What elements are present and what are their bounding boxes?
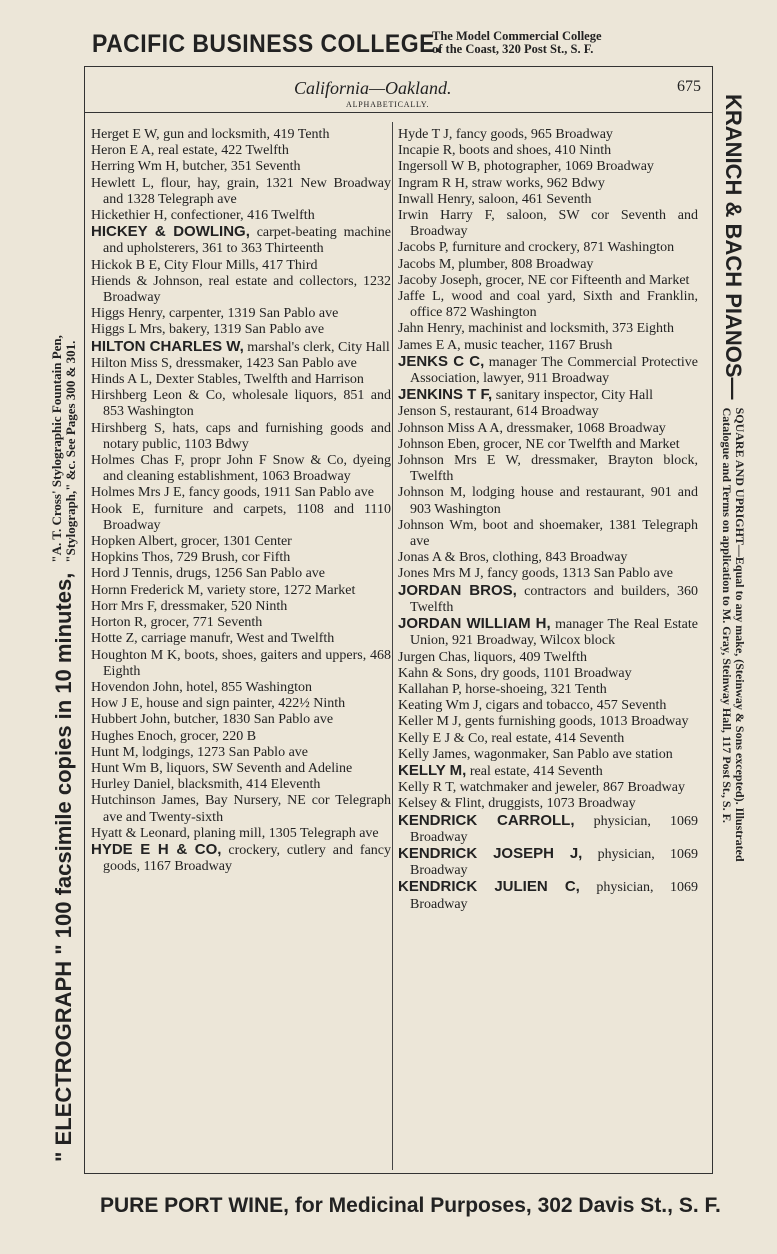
entry-details: Bay Nursery, NE cor Telegraph ave and Twenty-sixth xyxy=(103,793,391,825)
entry-name: Higgs L Mrs, xyxy=(91,322,166,338)
directory-entry xyxy=(91,826,391,842)
entry-name: JENKINS T F, xyxy=(398,386,493,404)
directory-entry xyxy=(91,159,391,175)
entry-name: Jonas A & Bros, xyxy=(398,550,490,566)
directory-entry xyxy=(398,698,698,714)
entry-name: Hord J Tennis, xyxy=(91,566,173,582)
entry-name: Higgs Henry, xyxy=(91,306,166,322)
entry-name: Hirshberg Leon & Co, xyxy=(91,388,226,404)
entry-details: fancy goods, 965 Broadway xyxy=(452,127,613,142)
entry-details: grocer, 220 B xyxy=(176,728,257,744)
entry-details: druggists, 1073 Broadway xyxy=(484,796,636,812)
entry-name: Ingersoll W B, xyxy=(398,159,481,175)
directory-entry xyxy=(91,356,391,372)
directory-entry xyxy=(91,258,391,274)
top-advertisement xyxy=(92,28,712,60)
directory-entry xyxy=(398,143,698,159)
entry-name: Herring Wm H, xyxy=(91,159,179,175)
entry-details: grocer, NE cor Fifteenth and Market xyxy=(482,272,690,288)
top-ad-line1: The Model Commercial College xyxy=(432,29,602,43)
entry-name: Kelly R T, xyxy=(398,780,457,796)
directory-entry xyxy=(398,127,698,143)
directory-entry xyxy=(91,176,391,208)
entry-name: Hunt M, xyxy=(91,744,139,760)
directory-entry xyxy=(398,518,698,550)
entry-details: crockery, cutlery and fancy goods, 1167 Broadway xyxy=(103,842,392,875)
entry-name: Hovendon John, xyxy=(91,679,183,695)
directory-entry xyxy=(91,615,391,631)
column-divider xyxy=(392,122,393,1170)
entry-name: Johnson Miss A A, xyxy=(398,420,504,436)
directory-entry xyxy=(91,680,391,696)
right-ad-big: KRANICH & BACH PIANOS— xyxy=(721,94,746,400)
directory-entry xyxy=(91,127,391,143)
directory-entry xyxy=(91,745,391,761)
entry-name: Hutchinson James, xyxy=(91,793,200,809)
entry-details: boots, shoes, gaiters and uppers, 468 Eighth xyxy=(103,647,391,679)
directory-entry xyxy=(91,143,391,159)
directory-entry xyxy=(398,437,698,453)
entry-name: Hinds A L, xyxy=(91,372,153,388)
header-rule xyxy=(84,112,713,113)
entry-name: How J E, xyxy=(91,696,143,712)
entry-name: Herget E W, xyxy=(91,127,160,142)
entry-details: saloon, SW cor Seventh and Broadway xyxy=(410,208,698,240)
entry-details: boots and shoes, 410 Ninth xyxy=(455,143,612,159)
entry-details: machinist and locksmith, 373 Eighth xyxy=(464,321,674,337)
entry-name: Incapie R, xyxy=(398,143,456,159)
left-ad-line2: "Stylograph," &c. See Pages 300 & 301. xyxy=(63,340,78,563)
directory-entry xyxy=(398,273,698,289)
entry-details: hotel, 855 Washington xyxy=(182,679,313,695)
entry-name: Houghton M K, xyxy=(91,647,181,663)
directory-entry xyxy=(398,192,698,208)
page-subtitle: ALPHABETICALLY. xyxy=(346,100,430,109)
entry-details: manager The Real Estate Union, 921 Broadway, Wilcox block xyxy=(410,617,698,649)
right-column xyxy=(398,127,698,913)
entry-name: Horton R, xyxy=(91,615,147,631)
entry-name: HILTON CHARLES W, xyxy=(91,337,244,355)
entry-name: Kelly E J & Co, xyxy=(398,730,488,746)
directory-entry xyxy=(91,631,391,647)
right-margin-advertisement xyxy=(718,94,748,1174)
directory-entry xyxy=(398,289,698,321)
entry-details: marshal's clerk, City Hall xyxy=(243,339,390,355)
entry-details: dressmaker, 1423 San Pablo ave xyxy=(172,355,357,371)
entry-name: Jahn Henry, xyxy=(398,321,465,337)
page-header xyxy=(84,76,713,112)
directory-entry xyxy=(398,780,698,796)
entry-name: Ingram R H, xyxy=(398,175,469,191)
directory-entry xyxy=(398,257,698,273)
entry-details: physician, 1069 Broadway xyxy=(410,880,698,912)
directory-entry xyxy=(91,712,391,728)
entry-details: music teacher, 1167 Brush xyxy=(460,337,613,353)
entry-name: Hirshberg S, xyxy=(91,420,166,436)
directory-entry xyxy=(398,616,698,649)
directory-entry xyxy=(398,747,698,763)
entry-name: Hewlett L, xyxy=(91,175,155,191)
directory-entry xyxy=(91,208,391,224)
directory-entry xyxy=(398,159,698,175)
entry-details: straw works, 962 Bdwy xyxy=(468,175,605,191)
directory-entry xyxy=(398,813,698,846)
entry-name: Hyatt & Leonard, xyxy=(91,825,191,841)
entry-details: physician, 1069 Broadway xyxy=(410,846,698,879)
entry-name: Holmes Chas F, xyxy=(91,453,185,469)
entry-details: propr John F Snow & Co, dyeing and cleaning establishment, 1063 Broadway xyxy=(103,453,391,485)
left-ad-small xyxy=(50,335,78,563)
directory-entry xyxy=(398,650,698,666)
entry-details: Dexter Stables, Twelfth and Harrison xyxy=(152,372,364,388)
entry-details: wholesale liquors, 851 and 853 Washington xyxy=(103,388,391,420)
entry-details: grocer, 1301 Center xyxy=(177,534,292,550)
entry-name: Hopken Albert, xyxy=(91,534,178,550)
entry-details: grocer, 771 Seventh xyxy=(147,615,263,631)
entry-details: fancy goods, 1911 San Pablo ave xyxy=(185,485,374,501)
entry-details: bakery, 1319 San Pablo ave xyxy=(165,322,325,338)
entry-name: Johnson M, xyxy=(398,485,466,501)
entry-name: KENDRICK JULIEN C, xyxy=(398,878,580,896)
directory-entry xyxy=(91,599,391,615)
entry-details: house and sign painter, 422½ Ninth xyxy=(142,696,346,712)
directory-entry xyxy=(91,274,391,306)
entry-details: wagonmaker, San Pablo ave station xyxy=(470,746,673,762)
directory-entry xyxy=(91,534,391,550)
directory-entry xyxy=(398,338,698,354)
directory-entry xyxy=(91,566,391,582)
entry-details: real estate, 414 Seventh xyxy=(487,730,625,746)
entry-details: liquors, 409 Twelfth xyxy=(470,649,588,665)
entry-details: blacksmith, 414 Eleventh xyxy=(174,777,321,793)
entry-name: JENKS C C, xyxy=(398,352,485,370)
directory-entry xyxy=(398,763,698,780)
entry-details: dressmaker, 1068 Broadway xyxy=(503,420,666,436)
entry-name: HICKEY & DOWLING, xyxy=(91,223,250,241)
directory-entry xyxy=(398,666,698,682)
entry-details: confectioner, 416 Twelfth xyxy=(167,208,315,224)
directory-entry xyxy=(91,485,391,501)
entry-name: HYDE E H & CO, xyxy=(91,840,222,858)
entry-details: saloon, 461 Seventh xyxy=(474,191,592,207)
entry-name: Johnson Eben, xyxy=(398,436,480,452)
entry-name: Hunt Wm B, xyxy=(91,760,163,776)
directory-entry xyxy=(91,421,391,453)
directory-entry xyxy=(398,879,698,912)
directory-entry xyxy=(91,322,391,338)
entry-details: variety store, 1272 Market xyxy=(203,582,356,598)
directory-entry xyxy=(91,793,391,825)
entry-name: James E A, xyxy=(398,337,461,353)
entry-details: contractors and builders, 360 Twelfth xyxy=(410,583,698,615)
entry-name: Johnson Mrs E W, xyxy=(398,453,521,469)
directory-entry xyxy=(398,846,698,879)
entry-name: Hurley Daniel, xyxy=(91,777,175,793)
entry-name: Jaffe L, xyxy=(398,289,445,305)
entry-name: Keller M J, xyxy=(398,714,462,730)
entry-details: plumber, 808 Broadway xyxy=(454,256,594,272)
entry-details: physician, 1069 Broadway xyxy=(410,813,698,845)
entry-details: flour, hay, grain, 1321 New Broadway and 1328 Telegraph ave xyxy=(103,175,392,207)
directory-entry xyxy=(91,224,391,257)
entry-details: liquors, SW Seventh and Adeline xyxy=(162,760,353,776)
entry-name: Jacobs P, xyxy=(398,240,449,256)
directory-entry xyxy=(398,354,698,387)
entry-details: watchmaker and jeweler, 867 Broadway xyxy=(456,780,685,796)
entry-details: drugs, 1256 San Pablo ave xyxy=(172,566,326,582)
entry-name: Jenson S, xyxy=(398,404,451,420)
entry-name: Inwall Henry, xyxy=(398,191,475,207)
entry-name: Kallahan P, xyxy=(398,681,462,697)
left-margin-advertisement xyxy=(50,92,78,1162)
entry-name: Hopkins Thos, xyxy=(91,550,174,566)
entry-details: furniture and crockery, 871 Washington xyxy=(448,240,675,256)
entry-name: Hiends & Johnson, xyxy=(91,273,203,289)
entry-details: dressmaker, Brayton block, Twelfth xyxy=(410,453,698,485)
entry-details: butcher, 351 Seventh xyxy=(179,159,301,175)
directory-entry xyxy=(398,387,698,404)
top-ad-main: PACIFIC BUSINESS COLLEGE. xyxy=(92,29,442,58)
directory-entry xyxy=(91,339,391,356)
entry-details: wood and coal yard, Sixth and Franklin, office 872 Washington xyxy=(410,289,698,321)
entry-details: carriage manufr, West and Twelfth xyxy=(137,631,335,647)
entry-details: sanitary inspector, City Hall xyxy=(492,388,653,404)
entry-details: lodging house and restaurant, 901 and 903 Washington xyxy=(410,485,698,517)
bottom-advertisement: PURE PORT WINE, for Medicinal Purposes, 302 Davis St., S. F. xyxy=(100,1194,721,1217)
entry-name: Hilton Miss S, xyxy=(91,355,173,371)
directory-entry xyxy=(398,714,698,730)
entry-name: Keating Wm J, xyxy=(398,698,483,714)
directory-entry xyxy=(91,842,391,875)
entry-details: boot and shoemaker, 1381 Telegraph ave xyxy=(410,517,699,550)
entry-name: JORDAN BROS, xyxy=(398,581,517,599)
directory-entry xyxy=(91,729,391,745)
entry-details: clothing, 843 Broadway xyxy=(489,550,628,566)
entry-name: Johnson Wm, xyxy=(398,517,478,533)
left-column xyxy=(91,127,391,875)
entry-name: Jurgen Chas, xyxy=(398,649,471,665)
entry-name: Hotte Z, xyxy=(91,631,138,647)
directory-entry xyxy=(398,731,698,747)
directory-entry xyxy=(91,648,391,680)
directory-entry xyxy=(398,208,698,240)
entry-details: grocer, NE cor Twelfth and Market xyxy=(479,436,680,452)
entry-name: Hook E, xyxy=(91,501,145,517)
directory-entry xyxy=(91,388,391,420)
page-number: 675 xyxy=(677,78,701,95)
entry-details: 729 Brush, cor Fifth xyxy=(173,550,291,566)
entry-name: Horr Mrs F, xyxy=(91,598,158,614)
entry-name: Hughes Enoch, xyxy=(91,728,177,744)
entry-details: City Flour Mills, 417 Third xyxy=(160,257,318,273)
entry-name: Jacoby Joseph, xyxy=(398,272,482,288)
directory-entry xyxy=(398,550,698,566)
directory-entry xyxy=(91,502,391,534)
directory-entry xyxy=(398,485,698,517)
directory-entry xyxy=(398,321,698,337)
directory-entry xyxy=(398,404,698,420)
entry-details: carpet-beating machine and upholsterers, 361 to 363 Thirteenth xyxy=(103,225,391,257)
entry-details: dressmaker, 520 Ninth xyxy=(157,598,288,614)
entry-name: Kelsey & Flint, xyxy=(398,796,485,812)
top-ad-side xyxy=(432,30,602,56)
entry-name: Kahn & Sons, xyxy=(398,665,477,681)
directory-entry xyxy=(91,550,391,566)
entry-name: Heron E A, xyxy=(91,143,155,159)
entry-name: Hickok B E, xyxy=(91,257,161,273)
entry-details: real estate, 414 Seventh xyxy=(466,763,603,779)
entry-details: restaurant, 614 Broadway xyxy=(450,404,599,420)
directory-entry xyxy=(398,583,698,616)
entry-details: gun and locksmith, 419 Tenth xyxy=(159,127,330,142)
directory-entry xyxy=(398,176,698,192)
directory-entry xyxy=(91,696,391,712)
directory-entry xyxy=(91,777,391,793)
entry-name: Irwin Harry F, xyxy=(398,208,495,224)
right-ad-line2: Catalogue and Terms on application to M. Gray, Steinway Hall, 117 Post St., S. F. xyxy=(720,407,734,823)
directory-entry xyxy=(91,453,391,485)
entry-details: dry goods, 1101 Broadway xyxy=(476,665,632,681)
entry-name: Jacobs M, xyxy=(398,256,455,272)
entry-name: KENDRICK CARROLL, xyxy=(398,811,575,829)
entry-details: furniture and carpets, 1108 and 1110 Broadway xyxy=(103,501,391,533)
entry-name: Jones Mrs M J, xyxy=(398,566,484,582)
entry-name: Hubbert John, xyxy=(91,712,171,728)
entry-details: horse-shoeing, 321 Tenth xyxy=(461,681,607,697)
directory-entry xyxy=(398,421,698,437)
entry-details: real estate, 422 Twelfth xyxy=(154,143,289,159)
entry-details: cigars and tobacco, 457 Seventh xyxy=(482,698,667,714)
entry-details: carpenter, 1319 San Pablo ave xyxy=(165,306,339,322)
entry-details: lodgings, 1273 San Pablo ave xyxy=(138,744,308,760)
entry-name: KENDRICK JOSEPH J, xyxy=(398,844,583,862)
top-ad-line2: of the Coast, 320 Post St., S. F. xyxy=(432,42,594,56)
entry-name: Hickethier H, xyxy=(91,208,168,224)
directory-entry xyxy=(91,583,391,599)
entry-name: KELLY M, xyxy=(398,761,467,779)
right-ad-line1: SQUARE AND UPRIGHT—Equal to any make, (Steinway & Sons excepted). Illustrated xyxy=(733,407,747,862)
entry-details: butcher, 1830 San Pablo ave xyxy=(170,712,334,728)
page-title: California—Oakland. xyxy=(294,78,452,98)
entry-name: Holmes Mrs J E, xyxy=(91,485,186,501)
directory-entry xyxy=(398,240,698,256)
directory-entry xyxy=(91,372,391,388)
entry-details: photographer, 1069 Broadway xyxy=(480,159,654,175)
entry-details: manager The Commercial Protective Association, lawyer, 911 Broadway xyxy=(410,354,698,387)
left-ad-big: " ELECTROGRAPH " 100 facsimile copies in 10 minutes, xyxy=(51,572,76,1162)
directory-entry xyxy=(398,796,698,812)
entry-name: Hornn Frederick M, xyxy=(91,582,204,598)
directory-entry xyxy=(398,682,698,698)
entry-details: planing mill, 1305 Telegraph ave xyxy=(190,825,379,841)
entry-name: Hyde T J, xyxy=(398,127,453,142)
right-ad-small xyxy=(720,408,746,862)
entry-name: Kelly James, xyxy=(398,746,471,762)
entry-details: fancy goods, 1313 San Pablo ave xyxy=(483,566,673,582)
left-ad-line1: "A. T. Cross' Stylographic Fountain Pen, xyxy=(49,335,64,563)
directory-entry xyxy=(91,761,391,777)
directory-entry xyxy=(398,453,698,485)
directory-entry xyxy=(398,566,698,582)
directory-entry xyxy=(91,306,391,322)
entry-details: hats, caps and furnishing goods and notary public, 1103 Bdwy xyxy=(103,420,391,452)
entry-details: real estate and collectors, 1232 Broadway xyxy=(103,273,392,306)
entry-name: JORDAN WILLIAM H, xyxy=(398,615,551,633)
entry-details: gents furnishing goods, 1013 Broadway xyxy=(461,714,689,730)
